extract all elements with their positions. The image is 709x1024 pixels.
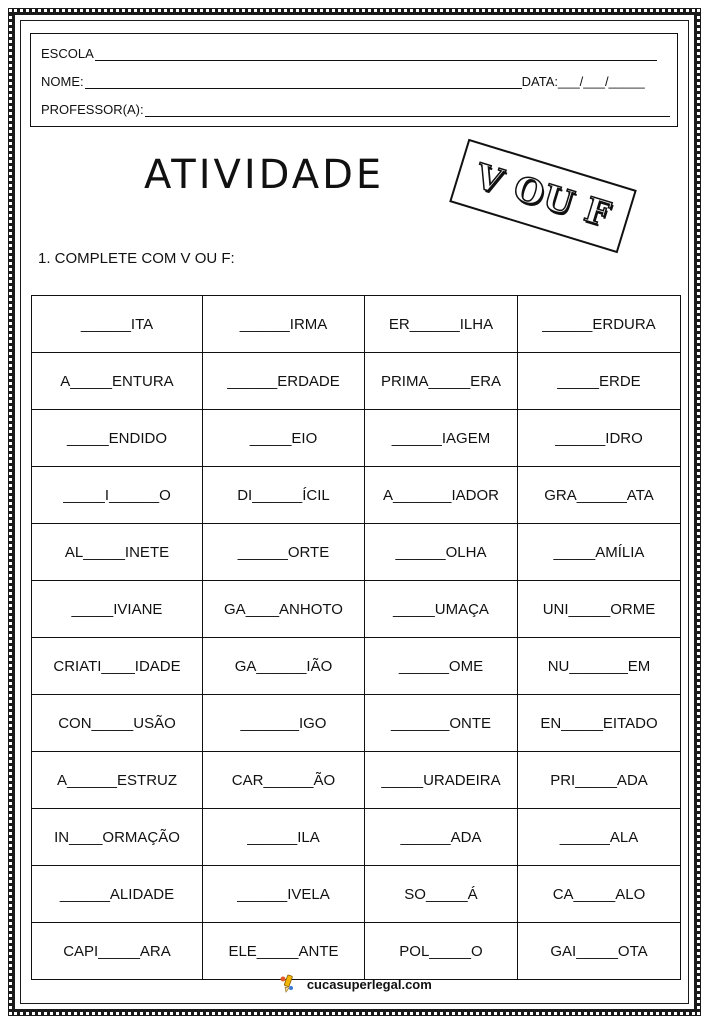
grid-row <box>32 695 681 752</box>
word-cell[interactable]: PRIMA_____ERA <box>365 353 518 410</box>
word-cell[interactable]: _____ENDIDO <box>32 410 203 467</box>
school-row <box>41 46 657 61</box>
word-cell[interactable]: GRA______ATA <box>518 467 681 524</box>
word-cell[interactable]: EN_____EITADO <box>518 695 681 752</box>
name-row <box>41 74 645 89</box>
word-cell[interactable]: ______IRMA <box>203 296 365 353</box>
grid-row <box>32 410 681 467</box>
date-field[interactable]: ___/___/_____ <box>557 74 645 89</box>
name-label: NOME: <box>41 74 84 89</box>
instruction: 1. COMPLETE COM V OU F: <box>38 250 235 267</box>
grid-row <box>32 809 681 866</box>
word-cell[interactable]: GAI_____OTA <box>518 923 681 980</box>
word-cell[interactable]: CAPI_____ARA <box>32 923 203 980</box>
word-cell[interactable]: ______IVELA <box>203 866 365 923</box>
word-cell[interactable]: ______ORTE <box>203 524 365 581</box>
name-field[interactable] <box>85 75 522 89</box>
grid-row <box>32 353 681 410</box>
grid-row <box>32 296 681 353</box>
word-cell[interactable]: UNI_____ORME <box>518 581 681 638</box>
word-cell[interactable]: _____AMÍLIA <box>518 524 681 581</box>
word-cell[interactable]: ______OLHA <box>365 524 518 581</box>
pencil-mascot-icon <box>277 973 297 996</box>
word-cell[interactable]: _____UMAÇA <box>365 581 518 638</box>
word-cell[interactable]: _____ERDE <box>518 353 681 410</box>
site-url[interactable]: cucasuperlegal.com <box>306 977 432 992</box>
teacher-label: PROFESSOR(A): <box>41 102 144 117</box>
grid-row <box>32 638 681 695</box>
word-grid <box>31 295 681 980</box>
word-cell[interactable]: ______OME <box>365 638 518 695</box>
word-cell[interactable]: ELE_____ANTE <box>203 923 365 980</box>
word-cell[interactable]: CRIATI____IDADE <box>32 638 203 695</box>
word-cell[interactable]: _______ONTE <box>365 695 518 752</box>
word-cell[interactable]: DI______ÍCIL <box>203 467 365 524</box>
teacher-row <box>41 102 670 117</box>
footer <box>0 973 709 996</box>
grid-row <box>32 467 681 524</box>
grid-row <box>32 524 681 581</box>
word-cell[interactable]: A_______IADOR <box>365 467 518 524</box>
word-cell[interactable]: ______ALA <box>518 809 681 866</box>
word-cell[interactable]: IN____ORMAÇÃO <box>32 809 203 866</box>
word-cell[interactable]: CON_____USÃO <box>32 695 203 752</box>
school-label: ESCOLA <box>41 46 94 61</box>
grid-row <box>32 866 681 923</box>
word-cell[interactable]: CAR______ÃO <box>203 752 365 809</box>
word-cell[interactable]: _____I______O <box>32 467 203 524</box>
word-cell[interactable]: GA______IÃO <box>203 638 365 695</box>
grid-row <box>32 581 681 638</box>
word-cell[interactable]: CA_____ALO <box>518 866 681 923</box>
school-field[interactable] <box>95 47 657 61</box>
word-cell[interactable]: ______ALIDADE <box>32 866 203 923</box>
word-cell[interactable]: A______ESTRUZ <box>32 752 203 809</box>
word-cell[interactable]: PRI_____ADA <box>518 752 681 809</box>
date-label: DATA: <box>521 74 558 89</box>
grid-row <box>32 752 681 809</box>
word-cell[interactable]: ______ERDADE <box>203 353 365 410</box>
grid-row <box>32 923 681 980</box>
word-cell[interactable]: ______ADA <box>365 809 518 866</box>
word-cell[interactable]: _____URADEIRA <box>365 752 518 809</box>
word-cell[interactable]: ______ILA <box>203 809 365 866</box>
word-cell[interactable]: _____IVIANE <box>32 581 203 638</box>
page-title: ATIVIDADE <box>144 152 385 198</box>
word-cell[interactable]: ______IAGEM <box>365 410 518 467</box>
word-cell[interactable]: A_____ENTURA <box>32 353 203 410</box>
word-cell[interactable]: _______IGO <box>203 695 365 752</box>
word-cell[interactable]: SO_____Á <box>365 866 518 923</box>
word-cell[interactable]: ER______ILHA <box>365 296 518 353</box>
word-cell[interactable]: POL_____O <box>365 923 518 980</box>
word-cell[interactable]: ______ERDURA <box>518 296 681 353</box>
word-cell[interactable]: GA____ANHOTO <box>203 581 365 638</box>
stamp-text: V OU F <box>470 156 616 236</box>
teacher-field[interactable] <box>145 103 670 117</box>
header-box <box>30 33 678 127</box>
word-cell[interactable]: ______IDRO <box>518 410 681 467</box>
word-cell[interactable]: AL_____INETE <box>32 524 203 581</box>
word-cell[interactable]: NU_______EM <box>518 638 681 695</box>
word-cell[interactable]: _____EIO <box>203 410 365 467</box>
word-cell[interactable]: ______ITA <box>32 296 203 353</box>
